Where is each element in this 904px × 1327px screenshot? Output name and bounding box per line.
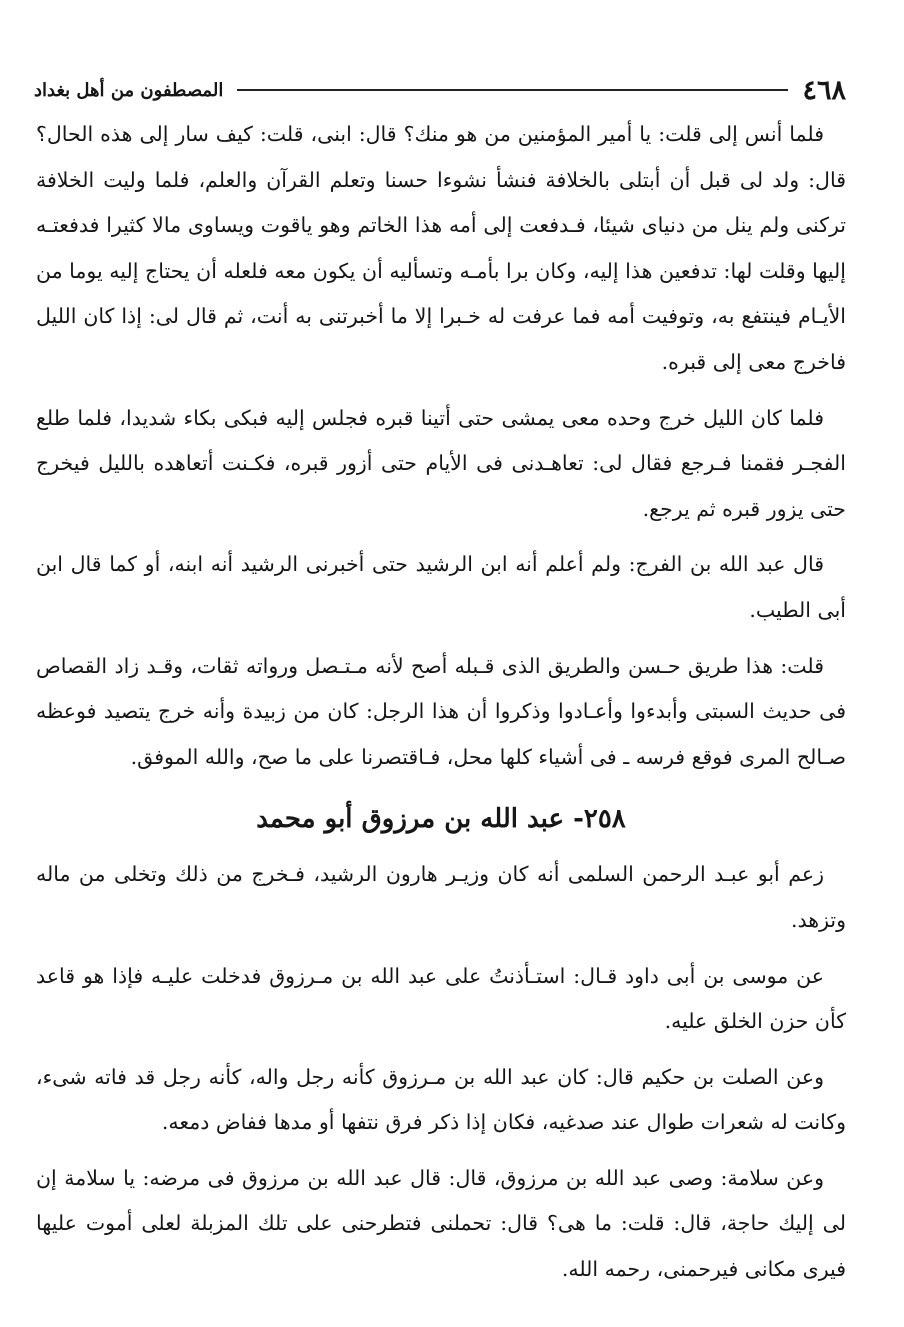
running-title: المصطفون من أهل بغداد	[34, 79, 224, 101]
page-number: ٤٦٨	[802, 74, 846, 106]
paragraph: زعم أبو عبـد الرحمن السلمى أنه كان وزيـر هارون الرشيد، فـخرج من ذلك وتخلى من ماله وتزهد.	[36, 862, 846, 932]
paragraph: فلما أنس إلى قلت: يا أمير المؤمنين من هو منك؟ قال: ابنى، قلت: كيف سار إلى هذه الحال؟ قال: ولد لى قبل أن أبتلى بالخلافة فنشأ نشوءا حسنا وتعلم القرآن والعلم، فلما وليت الخلافة تركنى ولم ينل من دنياى شيئا، فـدفعت إلى أمه هذا الخاتم وهو ياقوت ويساوى مالا كثيرا فدفعتـه إليها وقلت لها: تدفعين هذا إليه، وكان برا بأمـه وتسأليه أن يكون معه فلعله أن يحتاج إليه يوما من الأيـام فينتفع به، وتوفيت أمه فما عرفت له خـبرا إلا ما أخبرتنى به أنت، ثم قال لى: إذا كان الليل فاخرج معى إلى قبره.	[36, 122, 846, 374]
section-heading: ٢٥٨- عبد الله بن مرزوق أبو محمد	[256, 804, 626, 835]
page-header	[34, 72, 846, 108]
page-body	[36, 112, 846, 1303]
header-rule	[237, 89, 788, 91]
paragraph: قلت: هذا طريق حـسن والطريق الذى قـبله أصح لأنه مـتـصل ورواته ثقات، وقـد زاد القصاص فى حديث السبتى وأبدءوا وأعـادوا وذكروا أن هذا الرجل: كان من زبيدة وأنه خرج يتصيد فوعظه صـالح المرى فوقع فرسه ـ فى أشياء كلها محل، فـاقتصرنا على ما صح، والله الموفق.	[36, 653, 846, 769]
paragraph: وعن الصلت بن حكيم قال: كان عبد الله بن مـرزوق كأنه رجل واله، كأنه رجل قد فاته شىء، وكانت له شعرات طوال عند صدغيه، فكان إذا ذكر فرق نتفها أو مدها ففاض دمعه.	[36, 1064, 846, 1135]
paragraph: قال عبد الله بن الفرج: ولم أعلم أنه ابن الرشيد حتى أخبرنى الرشيد أنه ابنه، أو كما قال ابن أبى الطيب.	[36, 552, 846, 622]
paragraph: عن موسى بن أبى داود قـال: استـأذنتُ على عبد الله بن مـرزوق فدخلت عليـه فإذا هو قاعد كأن حزن الخلق عليه.	[36, 963, 846, 1034]
paragraph: وعن سلامة: وصى عبد الله بن مرزوق، قال: قال عبد الله بن مرزوق فى مرضه: يا سلامة إن لى إليك حاجة، قال: قلت: ما هى؟ قال: تحملنى فتطرحنى على تلك المزبلة لعلى أموت عليها فيرى مكانى فيرحمنى، رحمه الله.	[36, 1165, 846, 1282]
paragraph: فلما كان الليل خرج وحده معى يمشى حتى أتينا قبره فجلس إليه فبكى بكاء شديدا، فلما طلع الفجـر فقمنا فـرجع فقال لى: تعاهـدنى فى الأيام حتى أزور قبره، فكـنت أتعاهده بالليل فيخرج حتى يزور قبره ثم يرجع.	[36, 405, 846, 521]
